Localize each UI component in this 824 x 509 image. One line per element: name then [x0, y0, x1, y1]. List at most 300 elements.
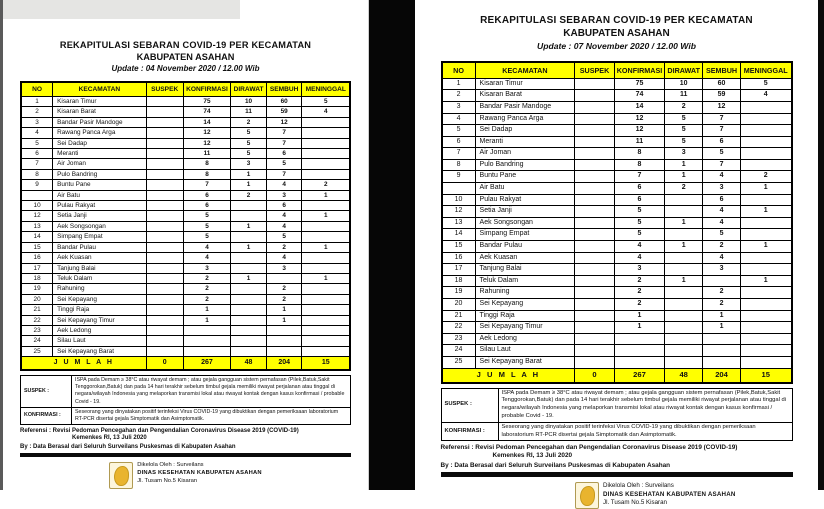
cell-dirawat: 5	[665, 113, 703, 125]
cell-suspek	[575, 345, 614, 357]
cell-konfirmasi: 2	[614, 299, 665, 311]
cell-konfirmasi: 4	[614, 241, 665, 253]
table-row	[21, 305, 350, 315]
stamp-agency: DINAS KESEHATAN KABUPATEN ASAHAN	[137, 469, 262, 476]
table-row	[442, 264, 792, 276]
cell-no: 15	[21, 242, 53, 252]
cell-dirawat	[665, 206, 703, 218]
cell-no: 25	[442, 356, 476, 368]
cell-suspek	[575, 194, 614, 206]
table-row	[442, 78, 792, 90]
cell-konfirmasi: 14	[614, 101, 665, 113]
cell-dirawat: 1	[231, 169, 267, 179]
cell-sembuh	[703, 275, 741, 287]
cell-name: Bandar Pasir Mandoge	[53, 117, 146, 127]
cell-name: Aek Kuasan	[475, 252, 575, 264]
col-header-kecamatan: KECAMATAN	[475, 62, 575, 79]
cell-sembuh: 4	[703, 206, 741, 218]
cell-konfirmasi: 5	[183, 221, 231, 231]
cell-sembuh: 12	[703, 101, 741, 113]
cell-no: 8	[21, 169, 53, 179]
cell-konfirmasi: 6	[183, 201, 231, 211]
document-page-07-november	[415, 0, 818, 507]
cell-sembuh: 59	[703, 90, 741, 102]
cell-meninggal	[740, 136, 791, 148]
cell-name: Pulau Rakyat	[53, 201, 146, 211]
cell-sembuh: 4	[703, 171, 741, 183]
cell-no: 24	[442, 345, 476, 357]
table-row	[21, 117, 350, 127]
document-page-04-november	[3, 0, 368, 490]
cell-suspek	[146, 242, 183, 252]
konfirmasi-definition: Seseorang yang dinyatakan positif terinfeksi Virus COVID-19 yang dibuktikan dengan pemeriksaan laboratorium RT-PCR disertai gejala Simptomatik dan Asimptomatik.	[72, 407, 351, 424]
cell-name: Air Joman	[475, 148, 575, 160]
konfirmasi-definition: Seseorang yang dinyatakan positif terinfeksi Virus COVID-19 yang dibuktikan dengan pemeriksaan laboratorium RT-PCR disertai gejala Simptomatik dan Asimptomatik.	[498, 422, 792, 441]
cell-meninggal	[740, 159, 791, 171]
cell-no: 13	[21, 221, 53, 231]
cell-dirawat	[231, 211, 267, 221]
cell-dirawat: 11	[665, 90, 703, 102]
table-row	[21, 211, 350, 221]
cell-sembuh: 12	[266, 117, 302, 127]
table-row	[442, 148, 792, 160]
cell-no: 17	[442, 264, 476, 276]
cell-suspek	[146, 294, 183, 304]
cell-name: Setia Janji	[475, 206, 575, 218]
cell-no: 14	[21, 232, 53, 242]
cell-name: Pulo Bandring	[53, 169, 146, 179]
cell-no: 20	[442, 299, 476, 311]
cell-no: 25	[21, 346, 53, 356]
cell-no: 1	[442, 78, 476, 90]
cell-name: Bandar Pulau	[53, 242, 146, 252]
cell-suspek	[146, 159, 183, 169]
cell-suspek	[575, 333, 614, 345]
cell-name: Sei Kepayang Barat	[475, 356, 575, 368]
cell-dirawat	[231, 232, 267, 242]
cell-name: Air Batu	[475, 183, 575, 195]
cell-suspek	[575, 287, 614, 299]
cell-no: 1	[21, 97, 53, 107]
covid-table	[441, 61, 793, 384]
cell-suspek	[146, 107, 183, 117]
cell-sembuh: 2	[266, 284, 302, 294]
cell-suspek	[146, 190, 183, 200]
col-header-no: NO	[21, 82, 53, 97]
cell-suspek	[575, 229, 614, 241]
cell-no: 6	[21, 149, 53, 159]
cell-suspek	[146, 346, 183, 356]
table-row	[442, 252, 792, 264]
cell-sembuh: 1	[703, 310, 741, 322]
cell-dirawat	[665, 252, 703, 264]
cell-konfirmasi: 8	[614, 148, 665, 160]
suspek-definition-row	[21, 376, 351, 408]
table-row	[21, 242, 350, 252]
cell-konfirmasi: 5	[614, 229, 665, 241]
total-suspek: 0	[146, 357, 183, 371]
cell-dirawat: 5	[231, 138, 267, 148]
table-row	[442, 287, 792, 299]
cell-meninggal	[302, 232, 350, 242]
cell-suspek	[146, 284, 183, 294]
cell-suspek	[146, 315, 183, 325]
cell-meninggal: 1	[302, 242, 350, 252]
table-row	[21, 263, 350, 273]
cell-meninggal	[740, 101, 791, 113]
cell-name: Sei Kepayang Timur	[53, 315, 146, 325]
by-line: By : Data Berasal dari Seluruh Surveilans Puskesmas di Kabupaten Asahan	[440, 462, 671, 470]
total-row	[442, 368, 792, 383]
cell-konfirmasi: 14	[183, 117, 231, 127]
cell-suspek	[575, 275, 614, 287]
reference-block	[441, 444, 793, 469]
cell-konfirmasi	[614, 333, 665, 345]
cell-konfirmasi: 3	[183, 263, 231, 273]
table-row	[21, 128, 350, 138]
cell-name: Sei Kepayang Timur	[475, 322, 575, 334]
cell-name: Bandar Pulau	[475, 241, 575, 253]
cell-meninggal	[302, 346, 350, 356]
col-header-sembuh: SEMBUH	[266, 82, 302, 97]
cell-suspek	[575, 217, 614, 229]
cell-meninggal	[302, 315, 350, 325]
cell-meninggal: 1	[740, 183, 791, 195]
table-row	[442, 299, 792, 311]
cell-sembuh: 1	[703, 322, 741, 334]
table-row	[21, 97, 350, 107]
cell-sembuh: 60	[266, 97, 302, 107]
cell-meninggal: 1	[302, 190, 350, 200]
cell-meninggal	[740, 217, 791, 229]
update-date: Update : 07 November 2020 / 12.00 Wib	[537, 41, 696, 51]
col-header-konfirmasi: KONFIRMASI	[614, 62, 665, 79]
cell-konfirmasi: 12	[614, 125, 665, 137]
table-row	[21, 221, 350, 231]
cell-name: Teluk Dalam	[475, 275, 575, 287]
cell-sembuh: 4	[703, 217, 741, 229]
cell-dirawat	[231, 346, 267, 356]
cell-sembuh: 3	[266, 190, 302, 200]
col-header-konfirmasi: KONFIRMASI	[183, 82, 231, 97]
total-konfirmasi: 267	[614, 368, 665, 383]
col-header-no: NO	[442, 62, 476, 79]
referensi-date: Kemenkes RI, 13 Juli 2020	[492, 452, 573, 460]
cell-konfirmasi: 74	[614, 90, 665, 102]
cell-name: Setia Janji	[53, 211, 146, 221]
by-line: By : Data Berasal dari Seluruh Surveilans Puskesmas di Kabupaten Asahan	[20, 444, 236, 450]
cell-name: Rawang Panca Arga	[475, 113, 575, 125]
cell-no: 18	[442, 275, 476, 287]
cell-no: 22	[21, 315, 53, 325]
cell-suspek	[146, 211, 183, 221]
cell-konfirmasi: 4	[614, 252, 665, 264]
table-header-row	[21, 82, 350, 97]
cell-no: 13	[442, 217, 476, 229]
page-title: REKAPITULASI SEBARAN COVID-19 PER KECAMATAN	[59, 40, 312, 50]
cell-no: 5	[442, 125, 476, 137]
cell-konfirmasi: 74	[183, 107, 231, 117]
total-dirawat: 48	[231, 357, 267, 371]
cell-dirawat	[665, 194, 703, 206]
cell-meninggal	[740, 125, 791, 137]
cell-sembuh	[266, 346, 302, 356]
cell-konfirmasi	[183, 325, 231, 335]
cell-sembuh: 6	[703, 194, 741, 206]
cell-meninggal	[740, 333, 791, 345]
stamp-address: Jl. Tusam No.5 Kisaran	[137, 477, 198, 484]
cell-sembuh: 7	[266, 128, 302, 138]
referensi-line: Referensi : Revisi Pedoman Pencegahan dan Pengendalian Coronavirus Disease 2019 (COVID-19)	[440, 444, 738, 452]
cell-no: 14	[442, 229, 476, 241]
cell-sembuh: 2	[266, 294, 302, 304]
cell-dirawat	[231, 263, 267, 273]
cell-konfirmasi	[614, 356, 665, 368]
cell-meninggal	[740, 113, 791, 125]
cell-suspek	[146, 128, 183, 138]
referensi-date: Kemenkes RI, 13 Juli 2020	[72, 435, 147, 441]
cell-meninggal	[740, 264, 791, 276]
cell-suspek	[575, 113, 614, 125]
cell-name: Sei Kepayang Barat	[53, 346, 146, 356]
cell-meninggal	[302, 169, 350, 179]
cell-suspek	[146, 201, 183, 211]
cell-no: 22	[442, 322, 476, 334]
cell-name: Silau Laut	[475, 345, 575, 357]
page-title: REKAPITULASI SEBARAN COVID-19 PER KECAMATAN	[480, 15, 753, 26]
cell-konfirmasi: 5	[183, 232, 231, 242]
cell-dirawat: 2	[231, 117, 267, 127]
cell-sembuh: 5	[703, 148, 741, 160]
stamp-agency: DINAS KESEHATAN KABUPATEN ASAHAN	[603, 490, 736, 498]
cell-konfirmasi: 11	[183, 149, 231, 159]
cell-konfirmasi: 75	[614, 78, 665, 90]
cell-meninggal: 2	[740, 171, 791, 183]
cell-suspek	[575, 183, 614, 195]
cell-suspek	[575, 136, 614, 148]
suspek-definition: ISPA pada Demam ≥ 38°C atau riwayat demam ; atau gejala gangguan sistem pernafasan (Pilek,Batuk,Sakit Tenggorokan,Batuk) dan pada 14 hari terakhir sebelum timbul gejala memiliki riwayat perjalanan atau tinggal di negara/wilayah Indonesia yang melaporkan transmisi lokal atau riwayat kontak dengan kasus konfirmasi / probable Covid - 19.	[498, 388, 792, 422]
cell-sembuh	[703, 345, 741, 357]
cell-dirawat: 1	[231, 180, 267, 190]
cell-dirawat	[665, 264, 703, 276]
suspek-definition: ISPA pada Demam ≥ 38°C atau riwayat demam ; atau gejala gangguan sistem pernafasan (Pilek,Batuk,Sakit Tenggorokan,Batuk) dan pada 14 hari terakhir sebelum timbul gejala memiliki riwayat perjalanan atau tinggal di negara/wilayah Indonesia yang melaporkan transmisi lokal atau riwayat kontak dengan kasus konfirmasi / probable Covid - 19.	[72, 376, 351, 408]
cell-sembuh: 3	[266, 263, 302, 273]
cell-name: Buntu Pane	[53, 180, 146, 190]
table-row	[21, 232, 350, 242]
cell-sembuh: 2	[703, 241, 741, 253]
referensi-line: Referensi : Revisi Pedoman Pencegahan dan Pengendalian Coronavirus Disease 2019 (COVID-19)	[20, 428, 299, 434]
cell-no: 20	[21, 294, 53, 304]
cell-suspek	[146, 169, 183, 179]
cell-sembuh: 4	[266, 221, 302, 231]
total-label: J U M L A H	[21, 357, 146, 371]
cell-dirawat: 1	[231, 242, 267, 252]
cell-dirawat	[231, 325, 267, 335]
cell-meninggal	[302, 284, 350, 294]
cell-meninggal: 1	[302, 211, 350, 221]
cell-suspek	[146, 232, 183, 242]
dinkes-asahan-logo-icon	[575, 482, 599, 509]
table-row	[21, 315, 350, 325]
cell-suspek	[575, 252, 614, 264]
table-row	[21, 284, 350, 294]
table-row	[442, 356, 792, 368]
page-subtitle: KABUPATEN ASAHAN	[563, 27, 670, 39]
table-row	[442, 345, 792, 357]
cell-meninggal: 4	[740, 90, 791, 102]
cell-no: 15	[442, 241, 476, 253]
page-subtitle: KABUPATEN ASAHAN	[136, 51, 235, 62]
cell-name: Buntu Pane	[475, 171, 575, 183]
col-header-dirawat: DIRAWAT	[231, 82, 267, 97]
cell-name: Aek Ledong	[475, 333, 575, 345]
cell-suspek	[575, 159, 614, 171]
cell-suspek	[146, 138, 183, 148]
cell-konfirmasi: 1	[183, 315, 231, 325]
cell-suspek	[146, 149, 183, 159]
konfirmasi-definition-row	[441, 422, 792, 441]
table-row	[442, 275, 792, 287]
cell-name: Sei Dadap	[475, 125, 575, 137]
cell-meninggal	[740, 252, 791, 264]
cell-konfirmasi: 2	[614, 275, 665, 287]
cell-sembuh: 3	[703, 183, 741, 195]
cell-suspek	[575, 101, 614, 113]
table-row	[442, 136, 792, 148]
cell-meninggal	[302, 117, 350, 127]
cell-sembuh: 3	[703, 264, 741, 276]
cell-dirawat	[665, 356, 703, 368]
table-row	[442, 183, 792, 195]
cell-dirawat: 1	[665, 159, 703, 171]
table-row	[21, 201, 350, 211]
cell-name: Air Batu	[53, 190, 146, 200]
table-row	[442, 217, 792, 229]
cell-no: 7	[21, 159, 53, 169]
cell-konfirmasi: 2	[183, 273, 231, 283]
table-row	[442, 333, 792, 345]
cell-meninggal	[302, 325, 350, 335]
total-suspek: 0	[575, 368, 614, 383]
cell-suspek	[146, 117, 183, 127]
total-label: J U M L A H	[442, 368, 575, 383]
total-sembuh: 204	[266, 357, 302, 371]
cell-suspek	[146, 97, 183, 107]
cell-suspek	[146, 305, 183, 315]
cell-suspek	[575, 90, 614, 102]
cell-name: Rahuning	[53, 284, 146, 294]
cell-sembuh: 4	[703, 252, 741, 264]
cell-dirawat: 1	[665, 275, 703, 287]
cell-suspek	[575, 148, 614, 160]
cell-suspek	[146, 336, 183, 346]
cell-konfirmasi: 4	[183, 242, 231, 252]
cell-name: Simpang Empat	[475, 229, 575, 241]
col-header-suspek: SUSPEK	[146, 82, 183, 97]
divider-bar	[20, 453, 351, 457]
cell-meninggal	[302, 138, 350, 148]
cell-konfirmasi: 4	[183, 253, 231, 263]
cell-name: Tanjung Balai	[53, 263, 146, 273]
cell-dirawat	[231, 201, 267, 211]
cell-dirawat	[231, 294, 267, 304]
cell-no: 2	[442, 90, 476, 102]
cell-no: 7	[442, 148, 476, 160]
cell-meninggal	[740, 356, 791, 368]
cell-sembuh: 5	[703, 229, 741, 241]
cell-suspek	[575, 310, 614, 322]
cell-dirawat: 1	[665, 217, 703, 229]
cell-no: 9	[21, 180, 53, 190]
cell-no: 18	[21, 273, 53, 283]
cell-konfirmasi: 6	[183, 190, 231, 200]
cell-dirawat	[665, 310, 703, 322]
cell-sembuh: 4	[266, 211, 302, 221]
cell-meninggal	[302, 253, 350, 263]
table-row	[21, 325, 350, 335]
cell-meninggal	[302, 149, 350, 159]
cell-dirawat	[231, 253, 267, 263]
cell-name: Rawang Panca Arga	[53, 128, 146, 138]
table-row	[442, 206, 792, 218]
table-row	[442, 229, 792, 241]
total-meninggal: 15	[740, 368, 791, 383]
cell-meninggal	[740, 310, 791, 322]
cell-suspek	[146, 221, 183, 231]
cell-konfirmasi: 7	[183, 180, 231, 190]
cell-konfirmasi: 75	[183, 97, 231, 107]
total-sembuh: 204	[703, 368, 741, 383]
cell-sembuh: 5	[266, 159, 302, 169]
table-row	[21, 169, 350, 179]
cell-name: Pulo Bandring	[475, 159, 575, 171]
table-row	[21, 138, 350, 148]
cell-konfirmasi: 5	[183, 211, 231, 221]
cell-no: 23	[21, 325, 53, 335]
cell-sembuh: 2	[266, 242, 302, 252]
cell-sembuh	[703, 356, 741, 368]
cell-name: Kisaran Barat	[53, 107, 146, 117]
scan-artifact-strip	[3, 0, 240, 19]
stamp-address: Jl. Tusam No.5 Kisaran	[603, 499, 667, 507]
cell-name: Aek Ledong	[53, 325, 146, 335]
cell-dirawat: 2	[231, 190, 267, 200]
cell-meninggal	[740, 345, 791, 357]
cell-dirawat	[665, 322, 703, 334]
cell-konfirmasi: 7	[614, 171, 665, 183]
cell-sembuh: 6	[266, 201, 302, 211]
cell-dirawat	[665, 299, 703, 311]
cell-dirawat	[665, 287, 703, 299]
cell-dirawat: 5	[665, 136, 703, 148]
cell-name: Rahuning	[475, 287, 575, 299]
cell-dirawat: 1	[231, 273, 267, 283]
cell-suspek	[575, 322, 614, 334]
cell-dirawat: 3	[231, 159, 267, 169]
cell-sembuh	[266, 336, 302, 346]
cell-meninggal: 5	[302, 97, 350, 107]
konfirmasi-label: KONFIRMASI :	[441, 422, 498, 441]
cell-sembuh: 5	[266, 232, 302, 242]
cell-name: Kisaran Barat	[475, 90, 575, 102]
cell-no: 16	[442, 252, 476, 264]
reference-block	[20, 428, 351, 450]
table-row	[21, 180, 350, 190]
agency-stamp	[575, 482, 818, 509]
cell-konfirmasi: 6	[614, 194, 665, 206]
cell-suspek	[575, 299, 614, 311]
cell-name: Meranti	[53, 149, 146, 159]
